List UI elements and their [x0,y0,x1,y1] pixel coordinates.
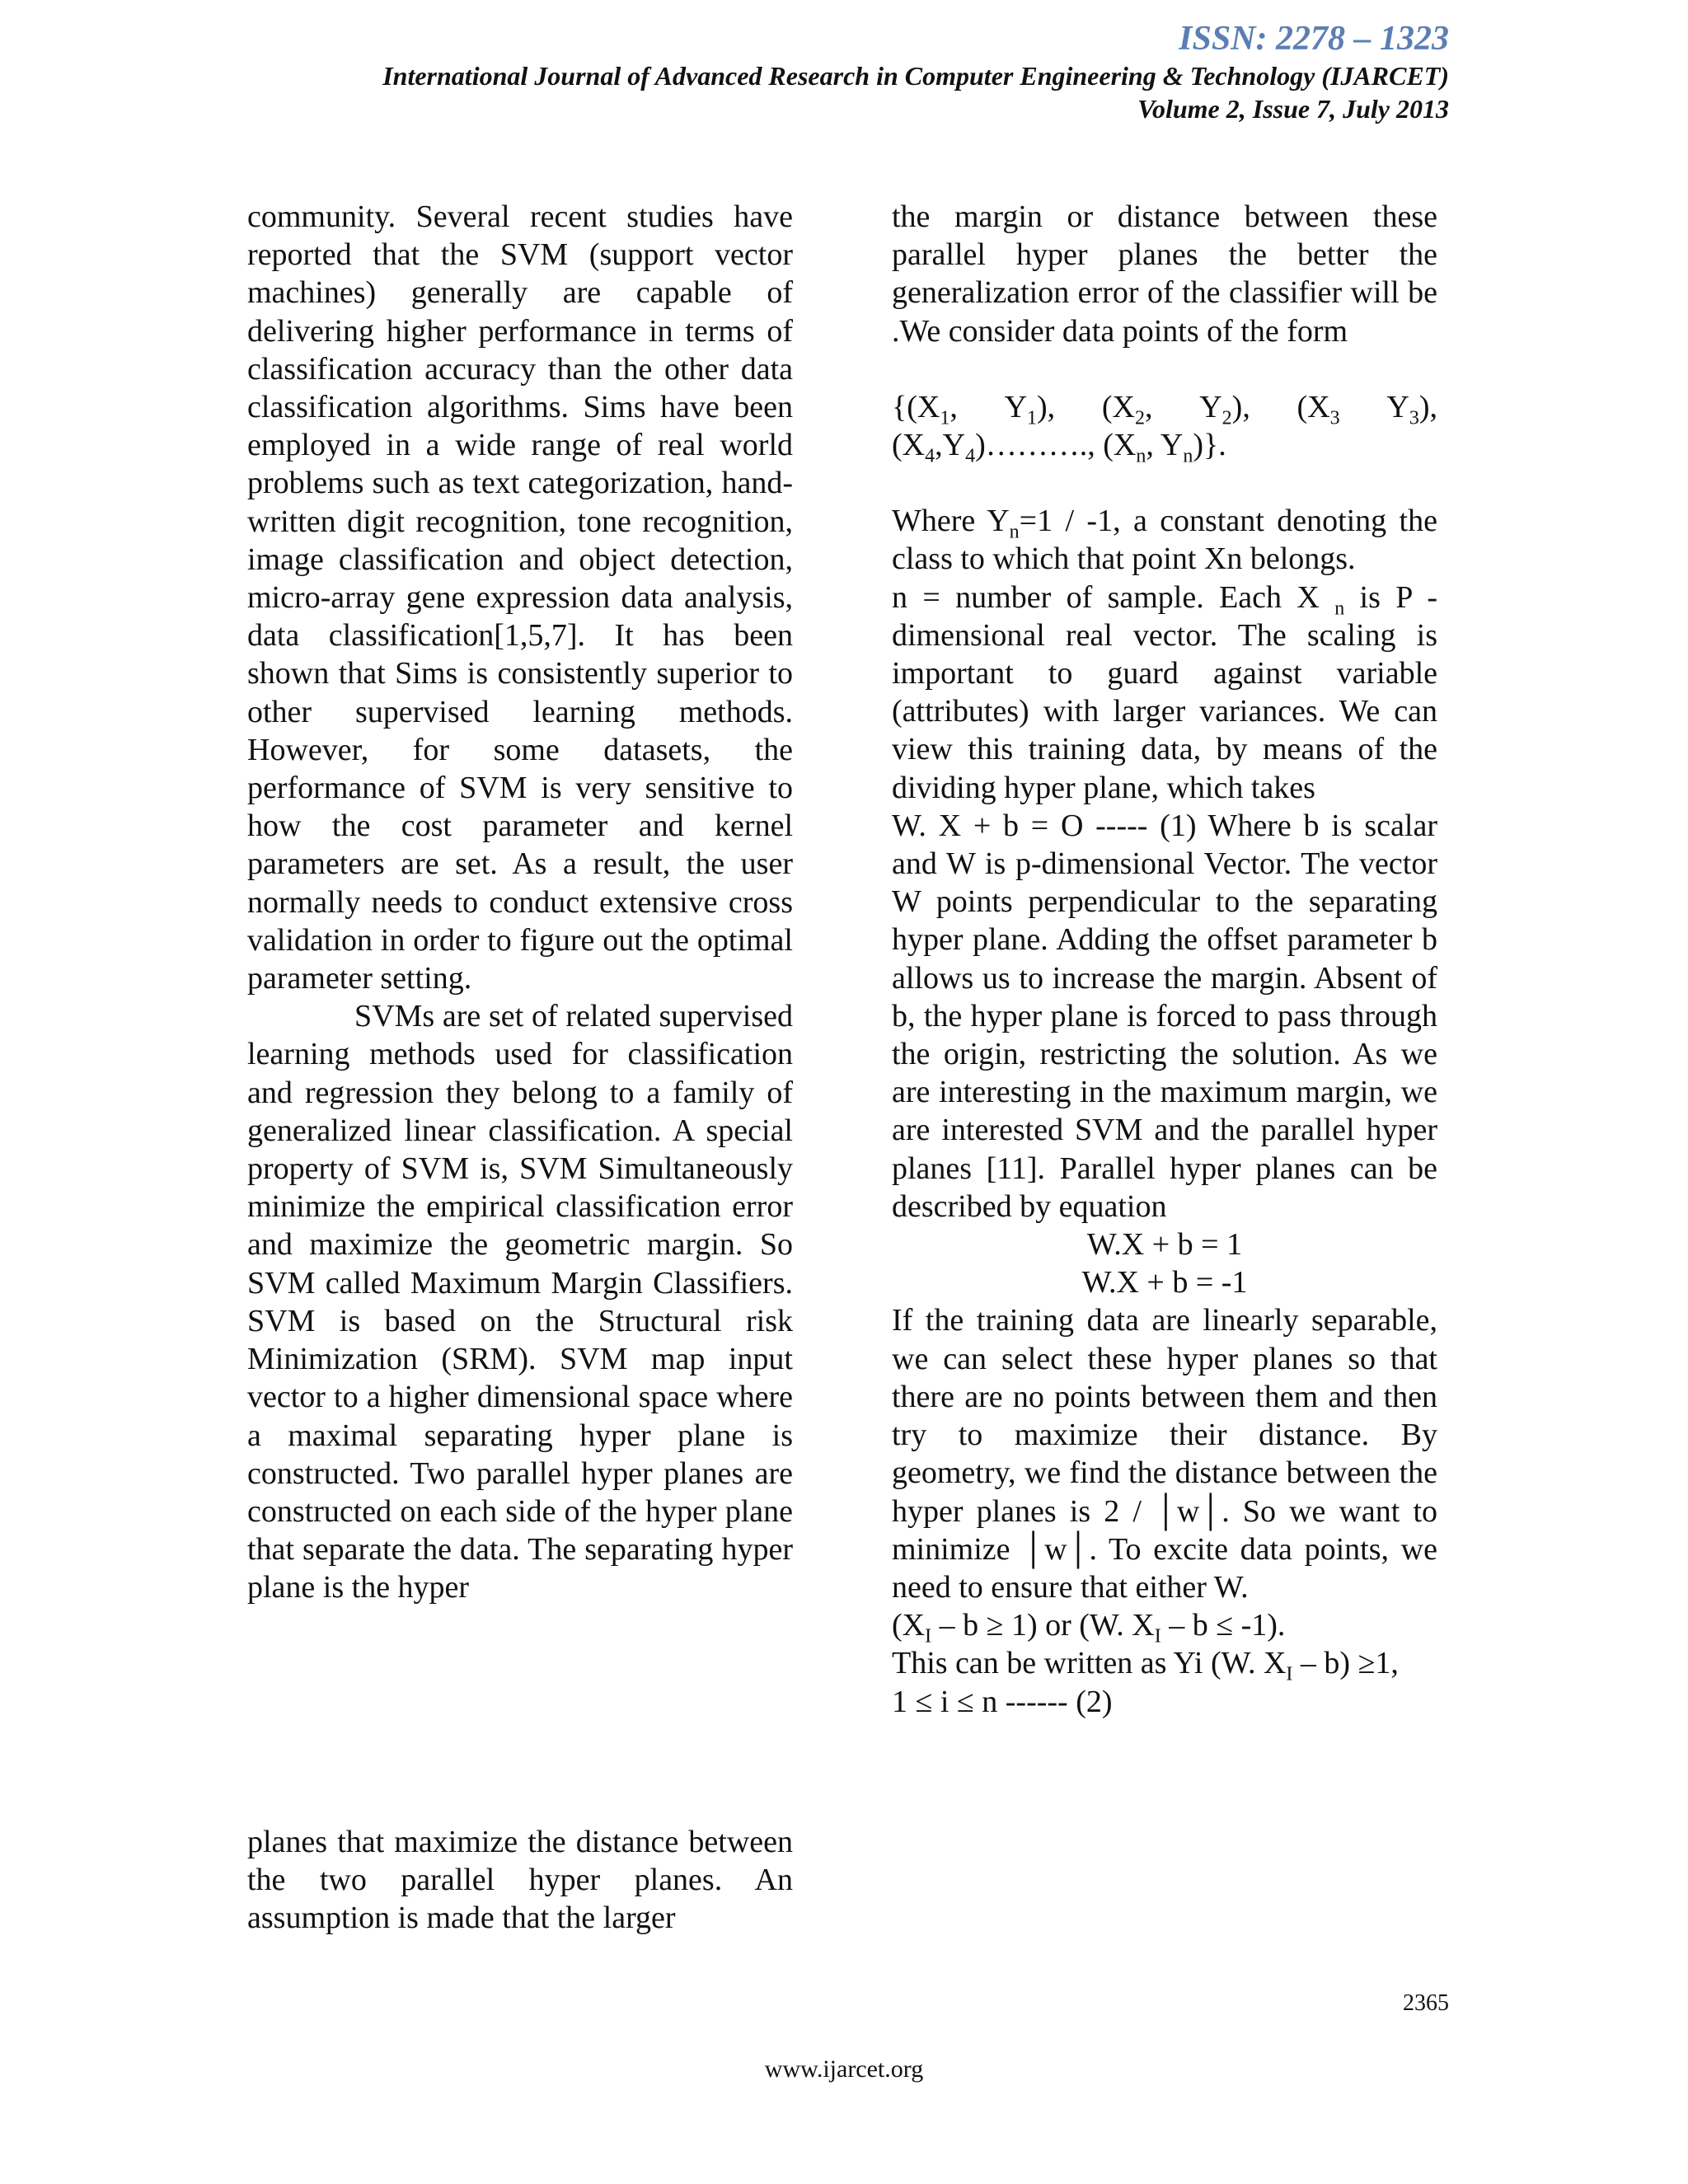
right-paragraph-1: the margin or distance between these parallel hyper planes the better the generalization error of the classifier will be .We consider data points of the form [892,199,1437,349]
equation-minus: W.X + b = -1 [1081,1265,1248,1301]
journal-title: International Journal of Advanced Research in Computer Engineering & Technology (IJARCET) [382,61,1449,91]
set-term-y3: $Y_3$), [1386,389,1437,429]
left-column [247,198,793,1607]
left-paragraph-2: SVMs are set of related supervised learning methods used for classification and regression they belong to a family of generalized linear classification. A special property of SVM is, SVM Simultaneously minimize the empirical classification error and maximize the geometric margin. So SVM called Maximum Margin Classifiers. SVM is based on the Structural risk Minimization (SRM). SVM map input vector to a higher dimensional space where a maximal separating hyper plane is constructed. Two parallel hyper planes are constructed on each side of the hyper plane that separate the data. The separating hyper plane is the hyper [247,999,793,1605]
equation-plus: W.X + b = 1 [1086,1227,1243,1263]
written-as-line: This can be written as Yi (W. $X_I - b) \ge 1$, [892,1646,1399,1685]
left-paragraph-continuation: planes that maximize the distance between the two parallel hyper planes. An assumption is made that the larger [247,1825,793,1936]
right-paragraph-sample: n = number of sample. Each X $_n$ is P - dimensional real vector. The scaling is important to guard against variable (attributes) with larger variances. We can view this training data, by means of the dividing hyper plane, which takes [892,579,1438,805]
volume-issue: Volume 2, Issue 7, July 2013 [1137,94,1449,124]
set-term-x3: ($X_3$ [1296,389,1340,429]
journal-header [382,18,1449,125]
issn-label: ISSN: 2278 – 1323 [1179,20,1449,58]
right-paragraph-where: Where $Y_n=1 / -1$, a constant denoting the class to which that point Xn belongs. [892,504,1437,577]
equation-2-range: 1 ≤ i ≤ n ------ (2) [892,1684,1113,1719]
left-column-continuation [247,1823,793,1938]
data-set-line-1 [892,388,1437,429]
condition-line: $(X_I - b \ge 1)$ or (W. $X_I - b \le -1$). [892,1608,1286,1647]
right-paragraph-equation-1: W. X + b = O ----- (1) Where b is scalar and W is p-dimensional Vector. The vector W points perpendicular to the separating hyper plane. Adding the offset parameter b allows us to increase the margin. Absent of b, the hyper plane is forced to pass through the origin, restricting the solution. As we are interesting in the maximum margin, we are interested SVM and the parallel hyper planes [11]. Parallel hyper planes can be described by equation [892,808,1437,1224]
set-term-x2: ($X_2$, [1101,389,1153,429]
set-term-y1: $Y_1$), [1004,389,1056,429]
spacer [892,464,1437,502]
data-set-line-2: $(X_4,Y_4)\dots\dots\dots$., ($X_n$, $Y_n$)}. [892,428,1226,467]
set-term-y2: $Y_2$), [1199,389,1250,429]
right-paragraph-separable: If the training data are linearly separable, we can select these hyper planes so that there are no points between them and then try to maximize their distance. By geometry, we find the distance between the hyper planes is 2 / │w│. So we want to minimize │w│. To excite data points, we need to ensure that either W. [892,1303,1437,1605]
left-paragraph-1: community. Several recent studies have reported that the SVM (support vector machines) generally are capable of delivering higher performance in terms of classification accuracy than the other data classification algorithms. Sims have been employed in a wide range of real world problems such as text categorization, hand-written digit recognition, tone recognition, image classification and object detection, micro-array gene expression data analysis, data classification[1,5,7]. It has been shown that Sims is consistently superior to other supervised learning methods. However, for some datasets, the performance of SVM is very sensitive to how the cost parameter and kernel parameters are set. As a result, the user normally needs to conduct extensive cross validation in order to figure out the optimal parameter setting. [247,199,793,996]
set-term-x1: {($X_1$, [892,389,958,429]
footer-website: www.ijarcet.org [764,2055,924,2083]
spacer [892,350,1437,388]
right-column [892,198,1437,1721]
page-number: 2365 [1403,1990,1449,2016]
